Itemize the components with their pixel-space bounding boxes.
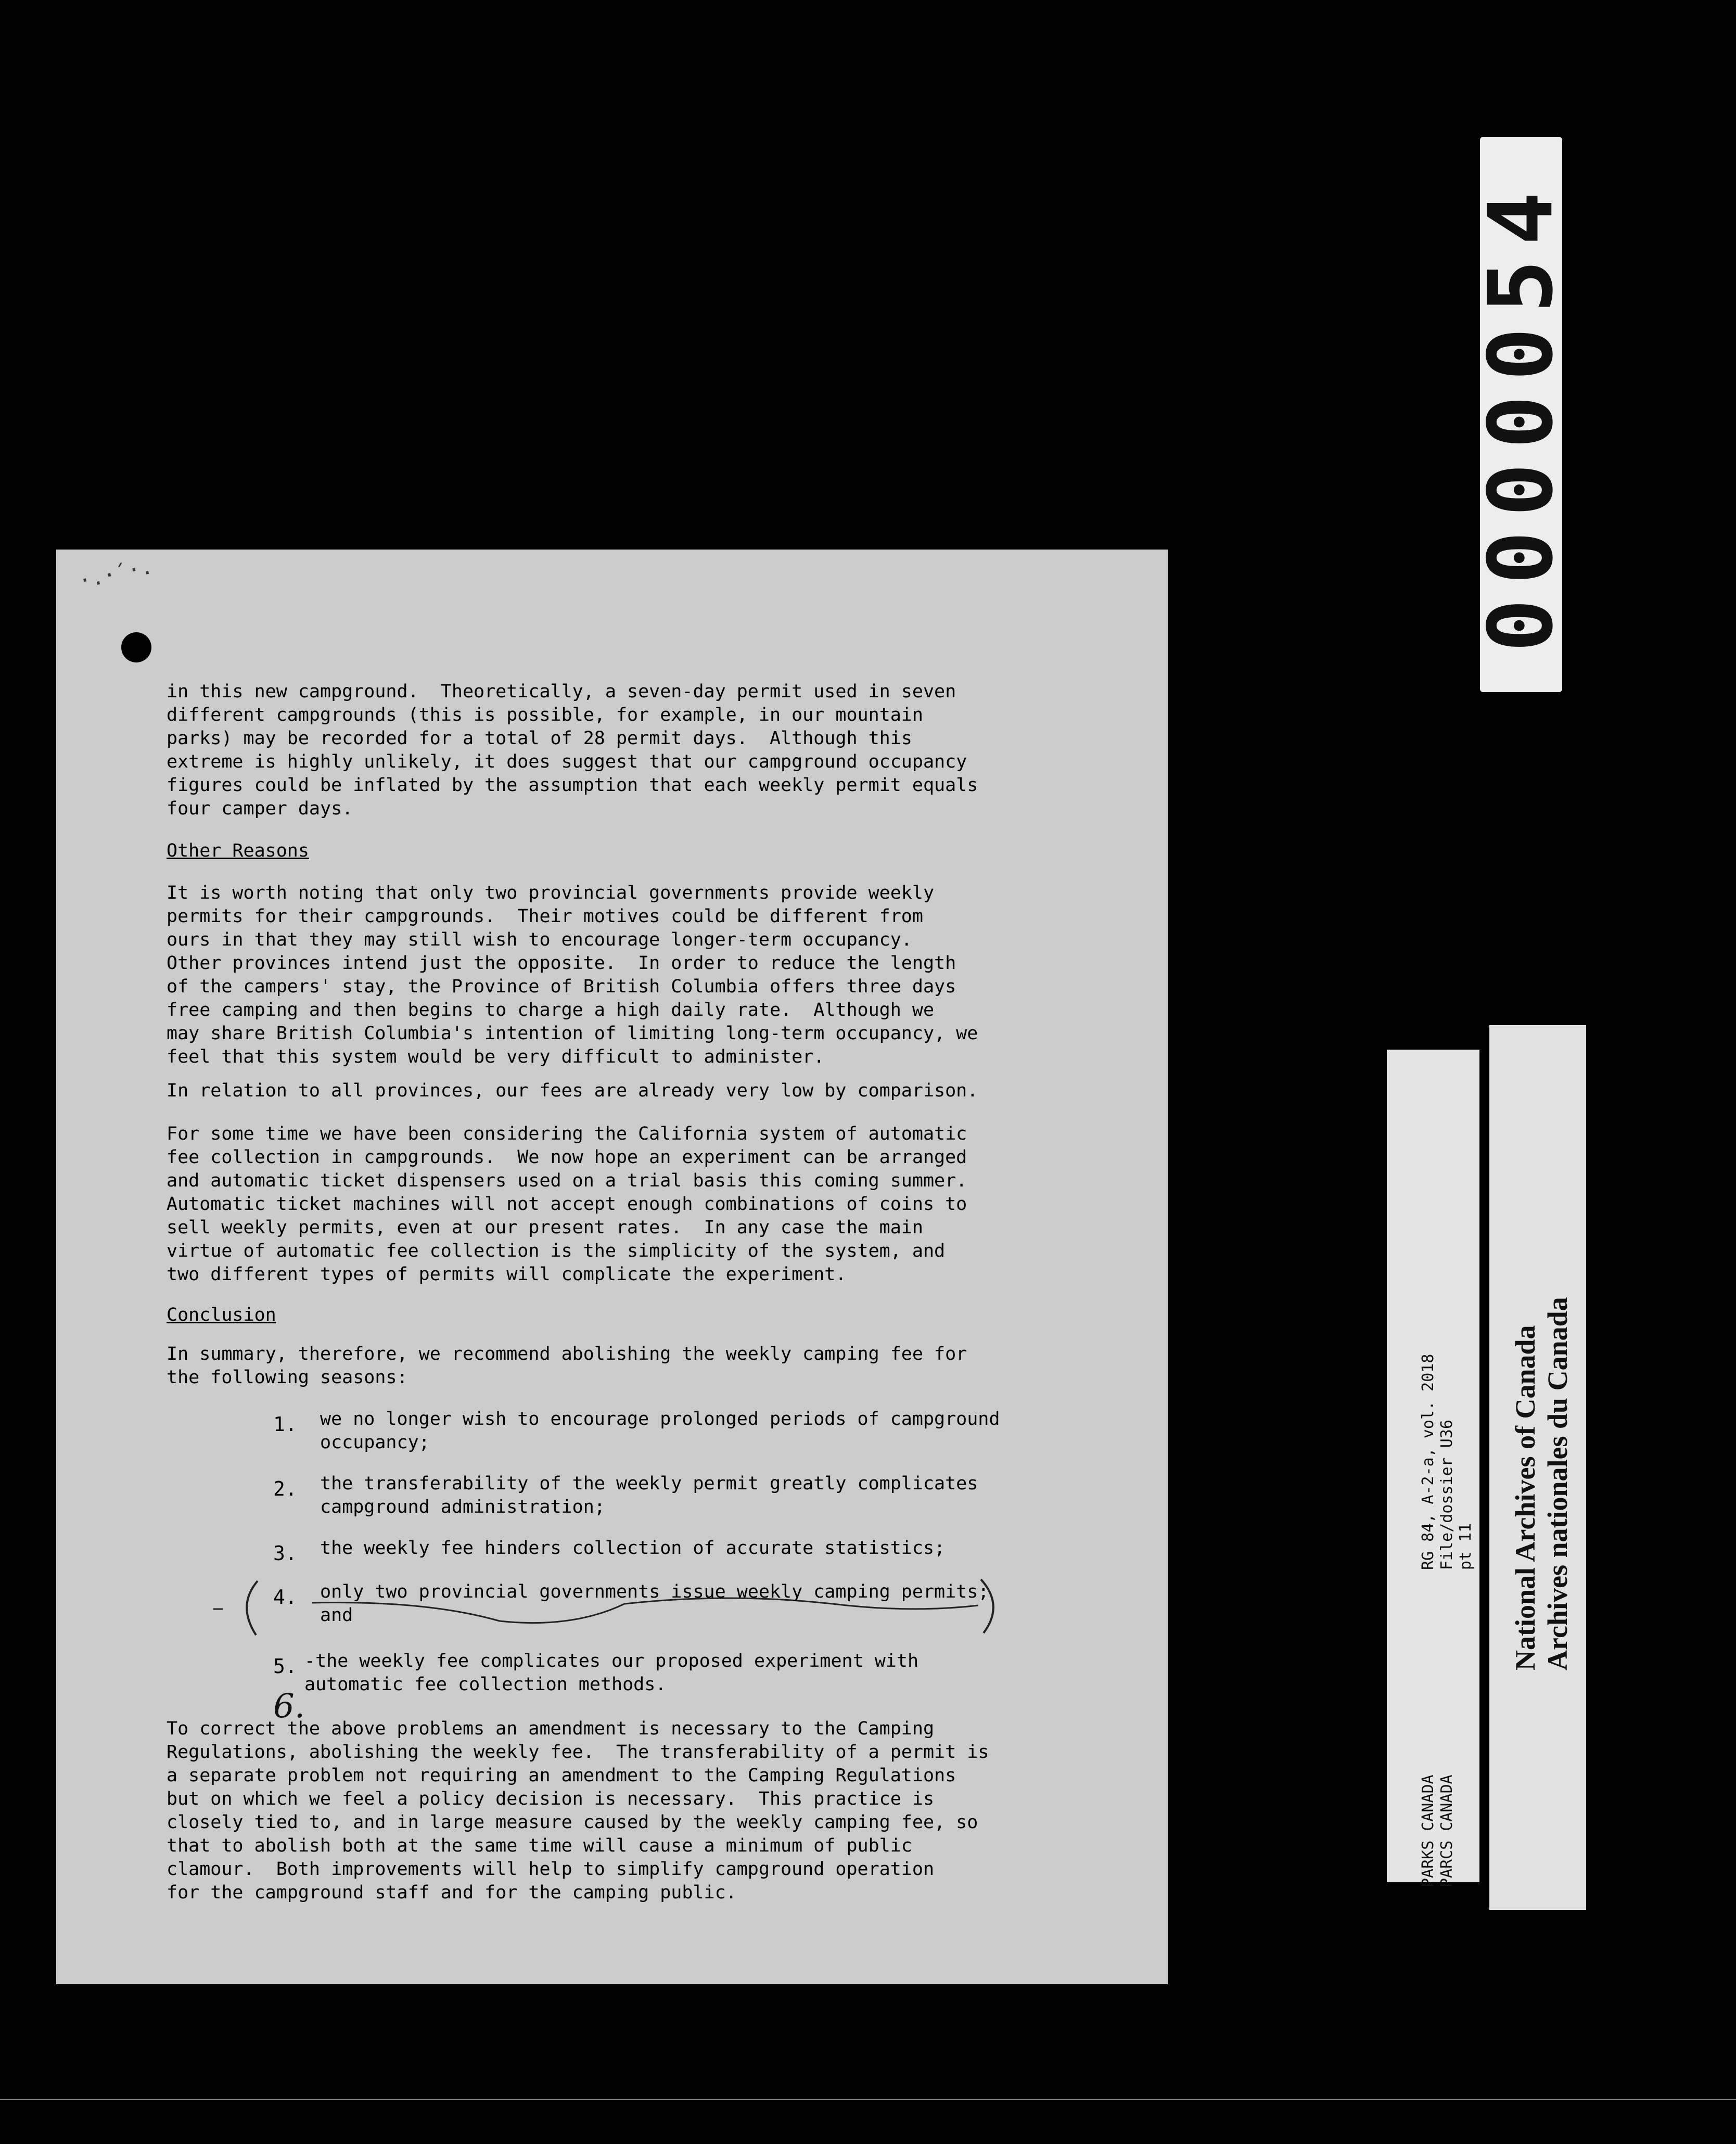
punch-hole [121, 632, 151, 662]
paragraph-5: In summary, therefore, we recommend abolishing the weekly camping fee for the following seasons: [167, 1344, 967, 1388]
list-item: the transferability of the weekly permit greatly complicates campground administration; [320, 1473, 978, 1517]
list-number: 3. [273, 1542, 297, 1565]
list-item: the weekly fee hinders collection of accurate statistics; [320, 1538, 946, 1559]
institution-en: National Archives of Canada [1510, 1325, 1541, 1670]
paragraph-2: It is worth noting that only two provincial governments provide weekly permits for their campgrounds. Their motives could be different from ours in that they may still wish to encourage longer-term occupancy. Other provinces intend just the opposite. In order to reduce the length of the campers' stay, the Province of British Columbia offers three days free camping and then begins to charge a high daily rate. Although we may share British Columbia's intention of limiting long-term occupancy, we feel that this system would be very difficult to administer. [167, 883, 978, 1067]
list-number: 1. [273, 1413, 297, 1436]
agency-text: PARKS CANADA PARCS CANADA [1419, 1775, 1456, 1887]
divider-line [0, 2099, 1736, 2100]
list-item: -the weekly fee complicates our proposed experiment with automatic fee collection methods. [304, 1651, 919, 1695]
frame-number-text: 0000054 [1470, 177, 1573, 652]
reference-text: RG 84, A-2-a, vol. 2018 File/dossier U36 pt 11 [1419, 1354, 1475, 1570]
list-item: only two provincial governments issue weekly camping permits; and [320, 1581, 989, 1626]
heading-conclusion: Conclusion [167, 1305, 276, 1325]
list-number: 4. [273, 1586, 297, 1609]
list-number: 2. [273, 1477, 297, 1500]
paragraph-4: For some time we have been considering the California system of automatic fee collection in campgrounds. We now hope an experiment can be arranged and automatic ticket dispensers used on a trial basis this coming summer. Automatic ticket machines will not accept enough combinations of coins to sell weekly permits, even at our present rates. In any case the main virtue of automatic fee collection is the simplicity of the system, and two different types of permits will complicate the experiment. [167, 1124, 967, 1285]
archive-reference-label [1387, 1050, 1479, 1887]
frame-number-label [1470, 137, 1573, 692]
stray-marks: ·.·՛·. [76, 554, 155, 594]
heading-other-reasons: Other Reasons [167, 840, 309, 861]
list-number: 5. [273, 1655, 297, 1678]
paragraph-1: in this new campground. Theoretically, a seven-day permit used in seven different campgrounds (this is possible, for example, in our mountain parks) may be recorded for a total of 28 permit days. Although this extreme is highly unlikely, it does suggest that our campground occupancy figures could be inflated by the assumption that each weekly permit equals four camper days. [167, 681, 978, 819]
paragraph-3: In relation to all provinces, our fees are already very low by comparison. [167, 1080, 978, 1101]
paragraph-6: To correct the above problems an amendment is necessary to the Camping Regulations, abolishing the weekly fee. The transferability of a permit is a separate problem not requiring an amendment to the Camping Regulations but on which we feel a policy decision is necessary. This practice is closely tied to, and in large measure caused by the weekly camping fee, so that to abolish both at the same time will cause a minimum of public clamour. Both improvements will help to simplify campground operation for the campground staff and for the camping public. [167, 1718, 989, 1903]
handwritten-number: 6. [273, 1687, 305, 1726]
archive-institution-label [1489, 1025, 1586, 1910]
list-item: we no longer wish to encourage prolonged periods of campground occupancy; [320, 1409, 1000, 1453]
institution-fr: Archives nationales du Canada [1542, 1297, 1573, 1670]
